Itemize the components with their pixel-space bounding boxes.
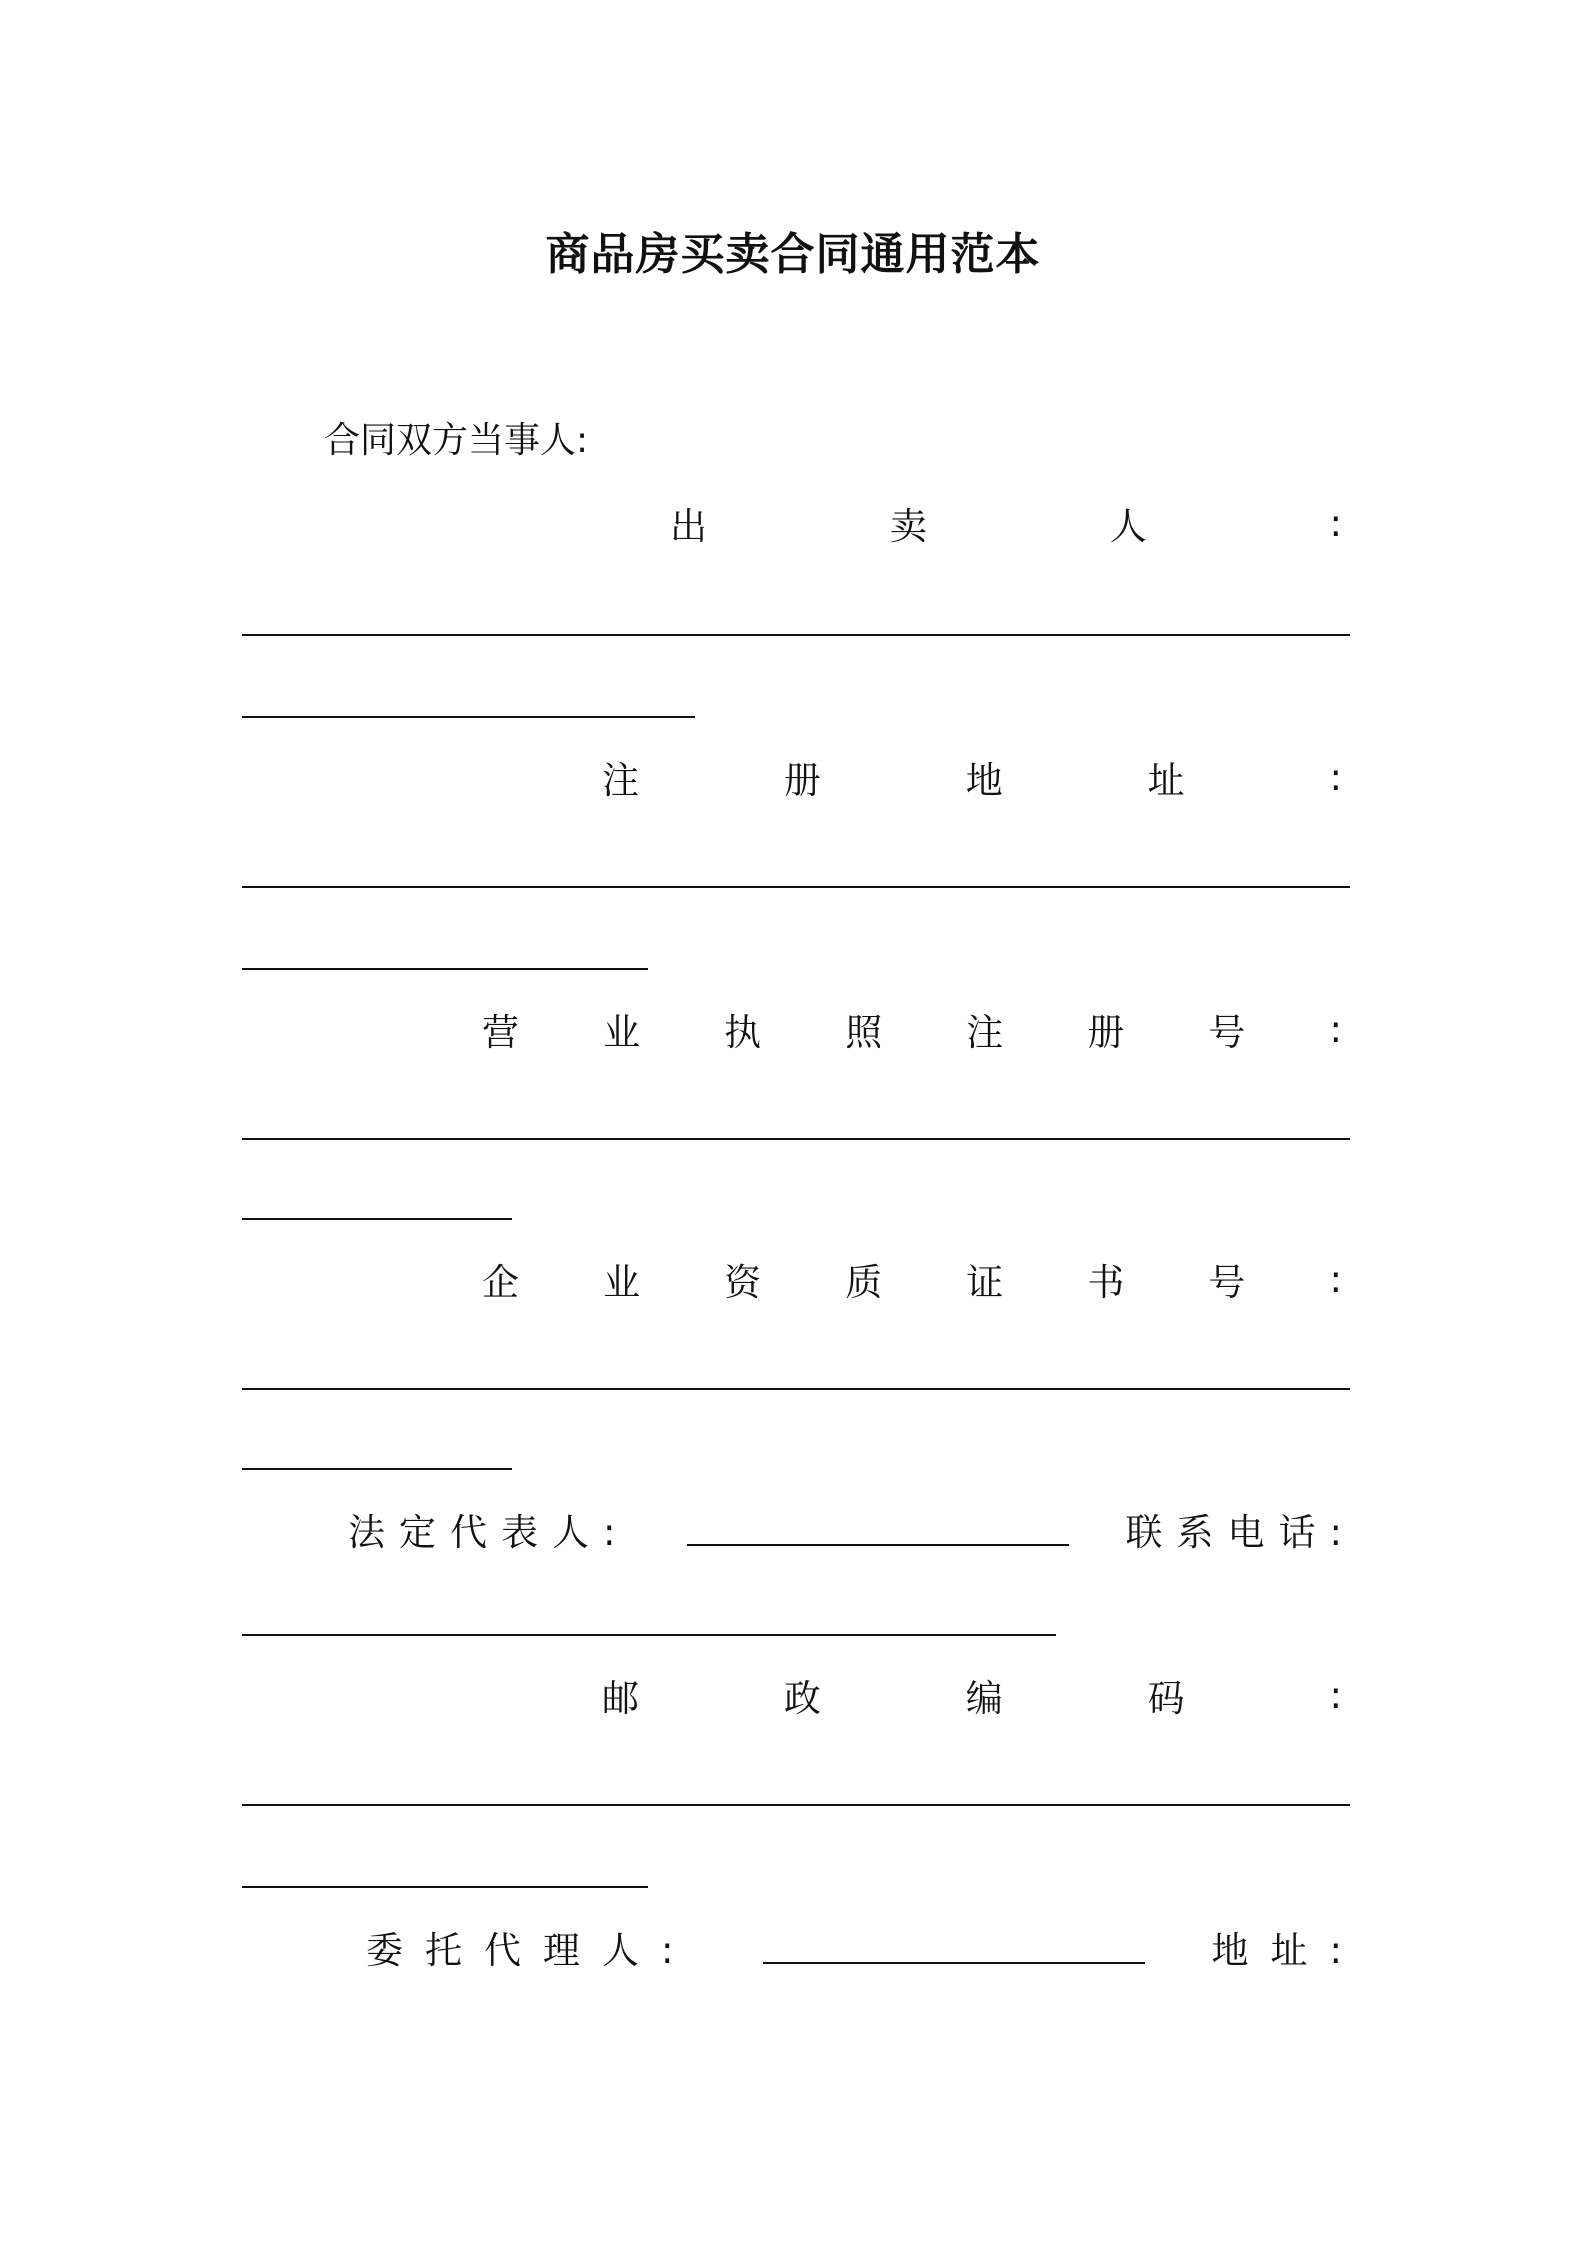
agent-row (366, 1922, 1364, 1972)
legal-representative-blank[interactable] (687, 1544, 1069, 1546)
agent-blank[interactable] (763, 1962, 1145, 1964)
postcode-blank-line-2[interactable] (242, 1886, 648, 1888)
parties-intro: 合同双方当事人: (324, 420, 589, 461)
postcode-label: 邮 政 编 码 : (602, 1673, 1342, 1720)
legal-representative-row (348, 1504, 1356, 1554)
license-blank-line-1[interactable] (242, 1138, 1350, 1140)
agent-address-label: 地址: (1211, 1929, 1364, 1972)
legal-representative-label: 法定代表人: (348, 1511, 630, 1554)
document-title: 商品房买卖合同通用范本 (545, 229, 1041, 280)
registered-address-label: 注 册 地 址 : (602, 755, 1342, 802)
phone-label: 联系电话: (1125, 1511, 1356, 1554)
license-blank-line-2[interactable] (242, 1218, 512, 1220)
phone-blank-line[interactable] (242, 1634, 1056, 1636)
agent-label: 委托代理人: (366, 1929, 696, 1972)
qualification-blank-line-1[interactable] (242, 1388, 1350, 1390)
postcode-blank-line-1[interactable] (242, 1804, 1350, 1806)
qualification-certificate-label: 企 业 资 质 证 书 号 : (482, 1257, 1342, 1304)
address-blank-line-1[interactable] (242, 886, 1350, 888)
seller-label: 出 卖 人 : (670, 501, 1342, 548)
address-blank-line-2[interactable] (242, 968, 648, 970)
seller-blank-line-1[interactable] (242, 634, 1350, 636)
business-license-label: 营 业 执 照 注 册 号 : (482, 1007, 1342, 1054)
qualification-blank-line-2[interactable] (242, 1468, 512, 1470)
seller-blank-line-2[interactable] (242, 716, 695, 718)
